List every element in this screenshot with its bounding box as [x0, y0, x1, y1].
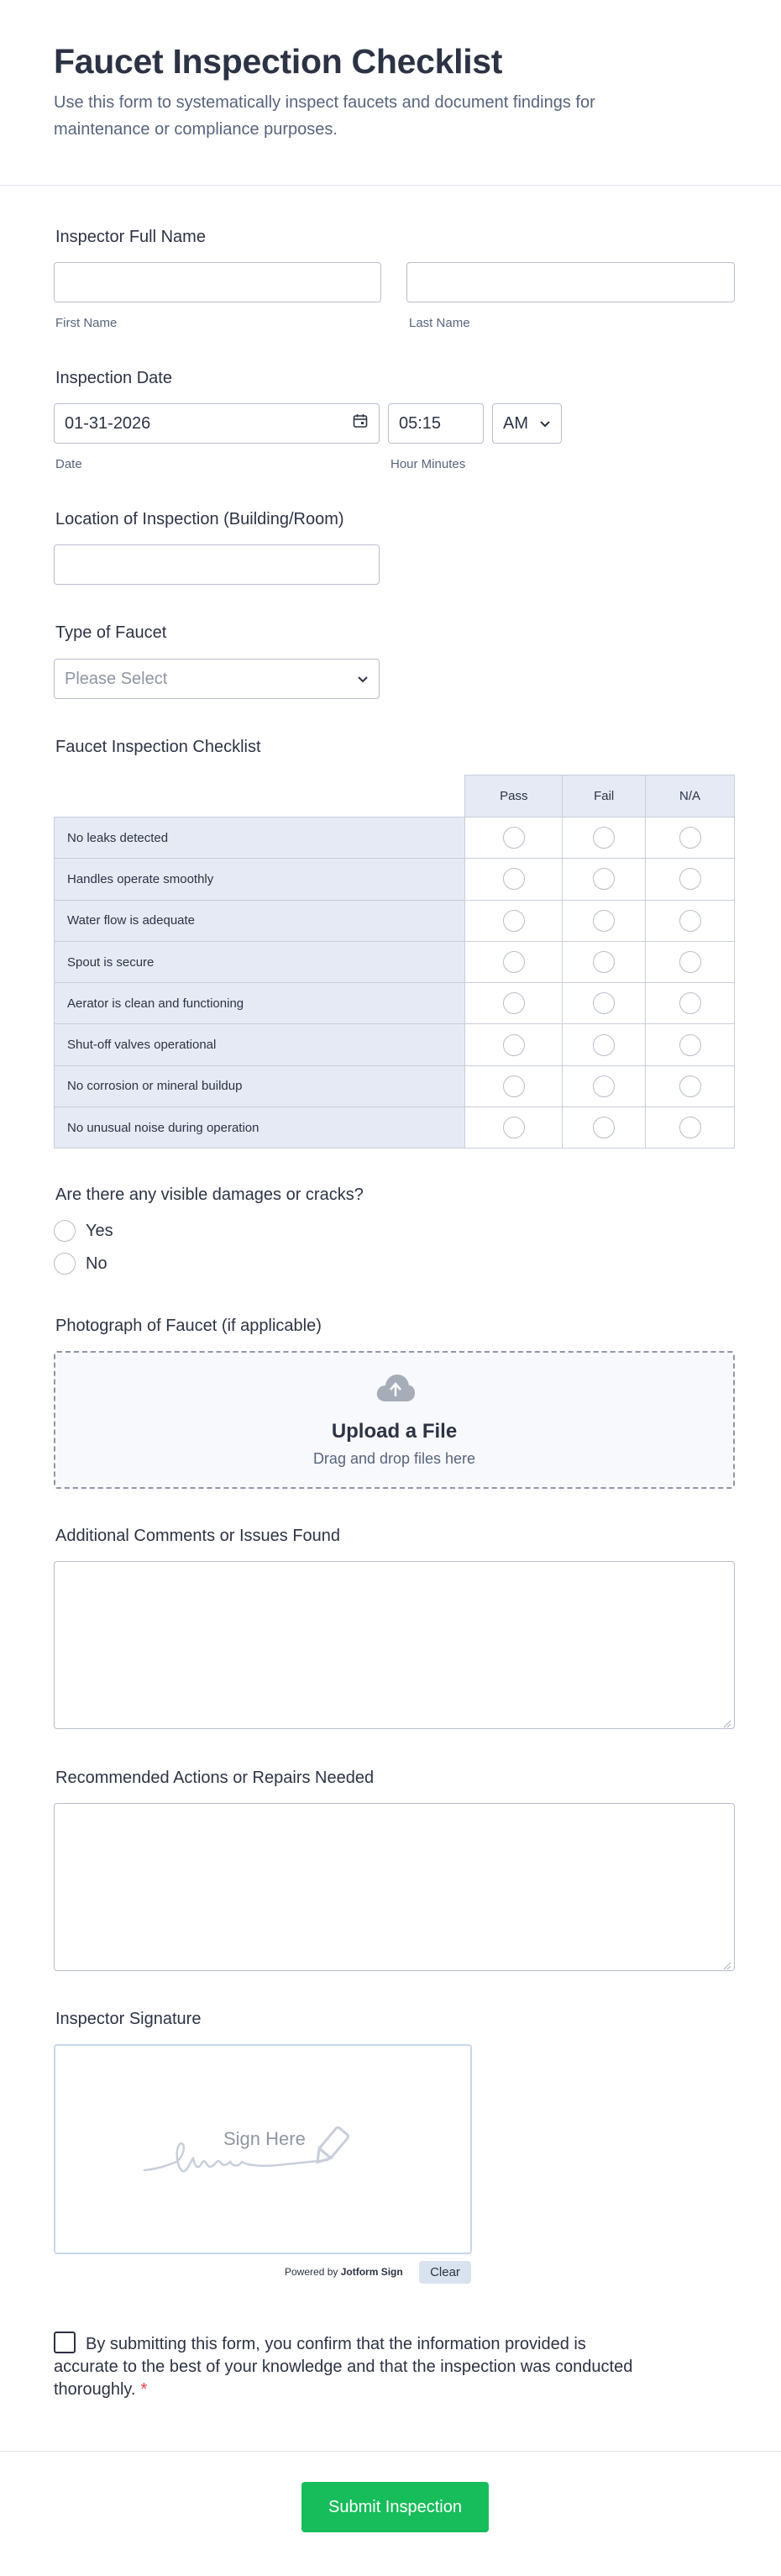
column-header-na: N/A [646, 775, 735, 817]
calendar-icon[interactable] [352, 413, 369, 434]
consent-checkbox-row [54, 2332, 642, 2401]
row-label: Handles operate smoothly [55, 859, 465, 900]
inspection-matrix [54, 775, 735, 1149]
photo-label: Photograph of Faucet (if applicable) [55, 1317, 322, 1335]
date-sublabel: Date [55, 457, 82, 471]
page-title: Faucet Inspection Checklist [54, 42, 503, 81]
chevron-down-icon [539, 414, 551, 434]
table-row [55, 941, 735, 982]
pass-radio[interactable] [503, 910, 525, 932]
inspection-date-label: Inspection Date [55, 369, 172, 387]
faucet-type-label: Type of Faucet [55, 623, 167, 642]
column-header-fail: Fail [563, 775, 646, 817]
ampm-value: AM [503, 413, 528, 433]
footer-divider [0, 2451, 781, 2452]
upload-title: Upload a File [331, 1420, 458, 1443]
consent-checkbox[interactable] [54, 2332, 76, 2353]
resize-handle-icon[interactable] [723, 1717, 731, 1726]
pass-radio[interactable] [503, 868, 525, 890]
no-radio[interactable] [54, 1253, 76, 1275]
fail-radio[interactable] [593, 910, 615, 932]
form-header [0, 0, 781, 186]
first-name-sublabel: First Name [55, 316, 118, 330]
faucet-type-select[interactable] [54, 659, 380, 699]
signature-pad[interactable] [54, 2044, 472, 2254]
consent-text: By submitting this form, you confirm that the information provided is accurate to the best of your knowledge and that the inspection was conducted thoroughly. [54, 2335, 633, 2399]
fail-radio[interactable] [593, 1075, 615, 1097]
signature-placeholder: Sign Here [223, 2128, 306, 2149]
resize-handle-icon[interactable] [723, 1959, 731, 1968]
na-radio[interactable] [679, 868, 701, 890]
pass-radio[interactable] [503, 1075, 525, 1097]
table-row [55, 859, 735, 900]
fail-radio[interactable] [593, 827, 615, 849]
clear-signature-button[interactable]: Clear [419, 2261, 471, 2284]
faucet-type-placeholder: Please Select [65, 669, 168, 688]
inspector-name-label: Inspector Full Name [55, 228, 206, 246]
row-label: Spout is secure [55, 941, 465, 982]
table-row [55, 1024, 735, 1065]
pass-radio[interactable] [503, 992, 525, 1014]
date-value: 01-31-2026 [65, 413, 151, 433]
required-mark: * [140, 2380, 148, 2399]
na-radio[interactable] [679, 910, 701, 932]
option-label: Yes [86, 1221, 113, 1240]
matrix-corner [55, 775, 465, 817]
damages-option-no[interactable] [54, 1253, 107, 1275]
fail-radio[interactable] [593, 1117, 615, 1138]
fail-radio[interactable] [593, 992, 615, 1014]
table-row [55, 1107, 735, 1149]
fail-radio[interactable] [593, 951, 615, 973]
signature-label: Inspector Signature [55, 2010, 202, 2028]
fail-radio[interactable] [593, 1034, 615, 1056]
chevron-down-icon [357, 670, 369, 689]
first-name-input[interactable] [54, 262, 381, 302]
page-subtitle: Use this form to systematically inspect faucets and document findings for maintenance or compliance purposes. [54, 93, 595, 139]
column-header-pass: Pass [465, 775, 563, 817]
ampm-select[interactable] [492, 403, 562, 444]
powered-brand: Jotform Sign [340, 2266, 403, 2278]
actions-label: Recommended Actions or Repairs Needed [55, 1769, 375, 1787]
row-label: No corrosion or mineral buildup [55, 1065, 465, 1107]
option-label: No [86, 1254, 107, 1273]
last-name-input[interactable] [406, 262, 735, 302]
table-row [55, 983, 735, 1024]
pass-radio[interactable] [503, 1117, 525, 1138]
row-label: Shut-off valves operational [55, 1024, 465, 1065]
comments-textarea[interactable] [54, 1561, 735, 1729]
table-row [55, 900, 735, 941]
last-name-sublabel: Last Name [409, 316, 470, 330]
comments-label: Additional Comments or Issues Found [55, 1527, 341, 1545]
file-upload-area[interactable] [54, 1351, 735, 1489]
na-radio[interactable] [679, 992, 701, 1014]
location-input[interactable] [54, 544, 380, 585]
damages-label: Are there any visible damages or cracks? [55, 1185, 364, 1204]
table-row [55, 817, 735, 859]
powered-by [285, 2266, 403, 2278]
na-radio[interactable] [679, 951, 701, 973]
time-sublabel: Hour Minutes [390, 457, 466, 471]
pass-radio[interactable] [503, 1034, 525, 1056]
na-radio[interactable] [679, 1034, 701, 1056]
signature-scribble-icon [143, 2120, 395, 2179]
powered-prefix: Powered by [285, 2266, 338, 2278]
table-row [55, 1065, 735, 1107]
row-label: No leaks detected [55, 817, 465, 859]
date-input[interactable] [54, 403, 380, 444]
upload-subtitle: Drag and drop files here [312, 1450, 476, 1467]
row-label: Aerator is clean and functioning [55, 983, 465, 1024]
pass-radio[interactable] [503, 827, 525, 849]
pass-radio[interactable] [503, 951, 525, 973]
fail-radio[interactable] [593, 868, 615, 890]
na-radio[interactable] [679, 827, 701, 849]
submit-button[interactable]: Submit Inspection [301, 2482, 489, 2532]
na-radio[interactable] [679, 1075, 701, 1097]
cloud-upload-icon [375, 1373, 416, 1407]
location-label: Location of Inspection (Building/Room) [55, 510, 344, 528]
row-label: No unusual noise during operation [55, 1107, 465, 1149]
checklist-label: Faucet Inspection Checklist [55, 738, 261, 756]
yes-radio[interactable] [54, 1220, 76, 1242]
actions-textarea[interactable] [54, 1803, 735, 1971]
time-input[interactable]: 05:15 [388, 403, 484, 444]
damages-option-yes[interactable] [54, 1220, 113, 1242]
na-radio[interactable] [679, 1117, 701, 1138]
row-label: Water flow is adequate [55, 900, 465, 941]
